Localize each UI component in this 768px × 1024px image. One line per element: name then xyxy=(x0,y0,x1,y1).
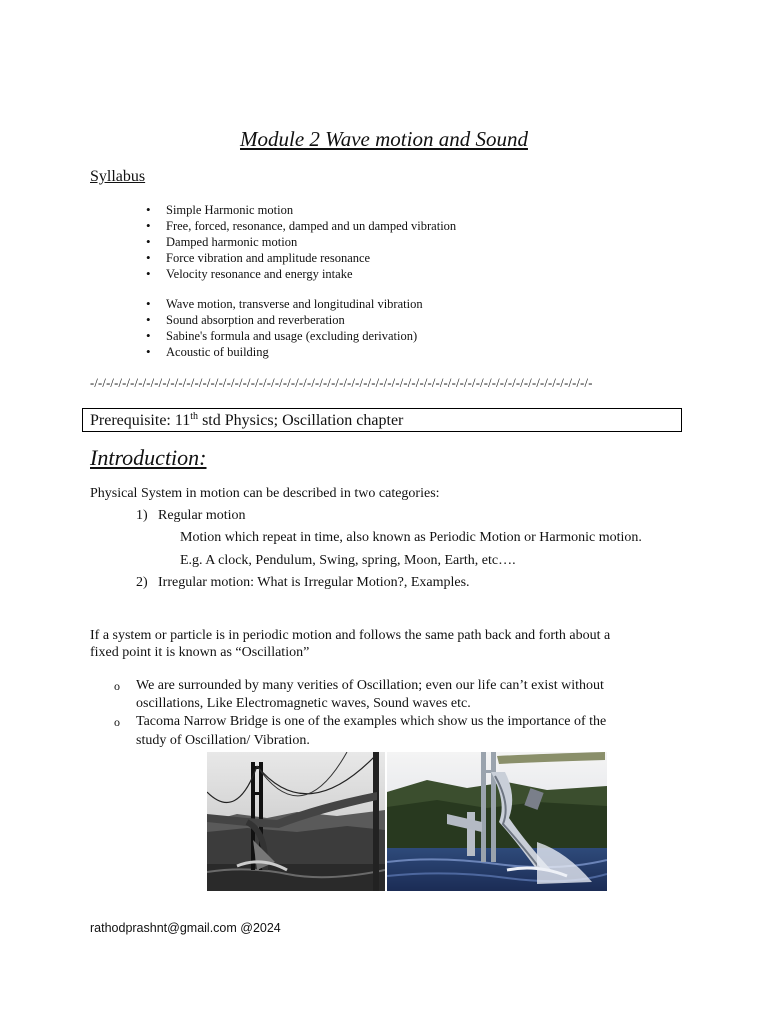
oscillation-definition-line1: If a system or particle is in periodic motion and follows the same path back and forth about a xyxy=(90,628,611,643)
bullet-marker: o xyxy=(114,679,120,693)
regular-motion-examples: E.g. A clock, Pendulum, Swing, spring, Moon, Earth, etc…. xyxy=(180,553,516,568)
regular-motion-definition: Motion which repeat in time, also known as Periodic Motion or Harmonic motion. xyxy=(180,530,642,545)
introduction-heading: Introduction: xyxy=(90,445,207,470)
syllabus-item: • Simple Harmonic motion xyxy=(146,202,456,218)
syllabus-item: • Sabine's formula and usage (excluding derivation) xyxy=(146,328,423,344)
footer-email: rathodprashnt@gmail.com @2024 xyxy=(90,921,281,935)
syllabus-item: • Force vibration and amplitude resonance xyxy=(146,250,456,266)
separator-line: -/-/-/-/-/-/-/-/-/-/-/-/-/-/-/-/-/-/-/-/-/-/-/-/-/-/-/-/-/-/-/-/-/-/-/-/-/-/-/-/-/-/-/-/-/-/-/-/-/-/-/-/-/-/-/-/-/-/-/-/-/-/- xyxy=(90,376,593,390)
syllabus-item: • Velocity resonance and energy intake xyxy=(146,266,456,282)
prerequisite-superscript: th xyxy=(190,411,199,422)
syllabus-item: • Free, forced, resonance, damped and un damped vibration xyxy=(146,218,456,234)
syllabus-list-2 xyxy=(146,296,423,360)
irregular-motion-label: Irregular motion: What is Irregular Motion?, Examples. xyxy=(158,575,470,590)
bullet-marker: o xyxy=(114,715,120,729)
syllabus-list-1 xyxy=(146,202,456,282)
list-number-1: 1) xyxy=(136,508,148,523)
list-number-2: 2) xyxy=(136,575,148,590)
tacoma-bridge-color-photo xyxy=(387,752,607,891)
bullet-text: We are surrounded by many verities of Oscillation; even our life can’t exist without xyxy=(136,678,604,693)
prerequisite-box xyxy=(82,408,682,432)
syllabus-item: • Sound absorption and reverberation xyxy=(146,312,423,328)
prerequisite-prefix: Prerequisite: 11 xyxy=(90,412,191,429)
syllabus-item: • Acoustic of building xyxy=(146,344,423,360)
syllabus-heading: Syllabus xyxy=(90,168,146,185)
regular-motion-label: Regular motion xyxy=(158,508,246,523)
intro-paragraph: Physical System in motion can be described in two categories: xyxy=(90,486,440,501)
prerequisite-suffix: std Physics; Oscillation chapter xyxy=(198,412,404,429)
bullet-text: Tacoma Narrow Bridge is one of the examples which show us the importance of the xyxy=(136,714,607,729)
page-title: Module 2 Wave motion and Sound xyxy=(240,127,528,151)
tacoma-bridge-bw-photo xyxy=(207,752,385,891)
bullet-text: study of Oscillation/ Vibration. xyxy=(136,733,310,748)
oscillation-definition-line2: fixed point it is known as “Oscillation” xyxy=(90,645,310,660)
bullet-text: oscillations, Like Electromagnetic waves, Sound waves etc. xyxy=(136,696,471,711)
syllabus-item: • Wave motion, transverse and longitudinal vibration xyxy=(146,296,423,312)
syllabus-item: • Damped harmonic motion xyxy=(146,234,456,250)
